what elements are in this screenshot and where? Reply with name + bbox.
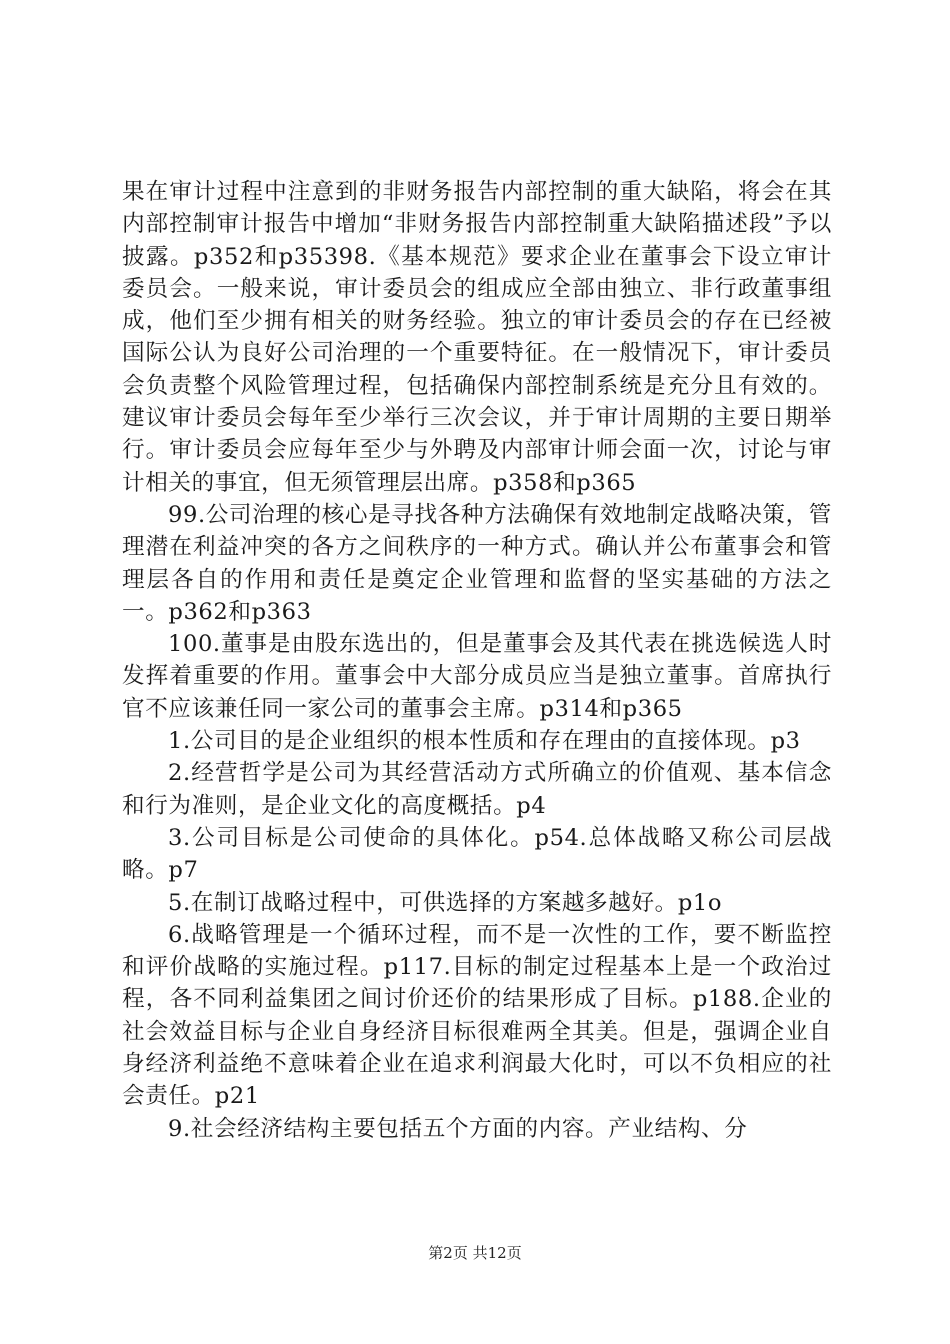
- document-body: [122, 176, 832, 1145]
- paragraph-continued: 果在审计过程中注意到的非财务报告内部控制的重大缺陷，将会在其内部控制审计报告中增加“非财务报告内部控制重大缺陷描述段”予以披露。p352和p35398.《基本规范》要求企业在董事会下设立审计委员会。一般来说，审计委员会的组成应全部由独立、非行政董事组成，他们至少拥有相关的财务经验。独立的审计委员会的存在已经被国际公认为良好公司治理的一个重要特征。在一般情况下，审计委员会负责整个风险管理过程，包括确保内部控制系统是充分且有效的。建议审计委员会每年至少举行三次会议，并于审计周期的主要日期举行。审计委员会应每年至少与外聘及内部审计师会面一次，讨论与审计相关的事宜，但无须管理层出席。p358和p365: [122, 179, 832, 496]
- paragraph-item-3: 3.公司目标是公司使命的具体化。p54.总体战略又称公司层战略。p7: [122, 824, 832, 884]
- page-footer: [0, 1243, 950, 1263]
- paragraph-item-99: 99.公司治理的核心是寻找各种方法确保有效地制定战略决策，管理潜在利益冲突的各方之间秩序的一种方式。确认并公布董事会和管理层各自的作用和责任是奠定企业管理和监督的坚实基础的方法之一。p362和p363: [122, 501, 832, 625]
- paragraph-item-2: 2.经营哲学是公司为其经营活动方式所确立的价值观、基本信念和行为准则，是企业文化的高度概括。p4: [122, 760, 832, 819]
- paragraph-item-5: 5.在制订战略过程中，可供选择的方案越多越好。p1o: [168, 889, 723, 916]
- paragraph-item-9: 9.社会经济结构主要包括五个方面的内容。产业结构、分: [168, 1115, 748, 1142]
- paragraph-item-1: 1.公司目的是企业组织的根本性质和存在理由的直接体现。p3: [168, 728, 801, 755]
- page-number-label: 第2页 共12页: [428, 1244, 522, 1262]
- paragraph-item-6: 6.战略管理是一个循环过程，而不是一次性的工作，要不断监控和评价战略的实施过程。p117.目标的制定过程基本上是一个政治过程，各不同利益集团之间讨价还价的结果形成了目标。p188.企业的社会效益目标与企业自身经济目标很难两全其美。但是，强调企业自身经济利益绝不意味着企业在追求利润最大化时，可以不负相应的社会责任。p21: [122, 921, 832, 1110]
- paragraph-item-100: 100.董事是由股东选出的，但是董事会及其代表在挑选候选人时发挥着重要的作用。董事会中大部分成员应当是独立董事。首席执行官不应该兼任同一家公司的董事会主席。p314和p365: [122, 631, 832, 722]
